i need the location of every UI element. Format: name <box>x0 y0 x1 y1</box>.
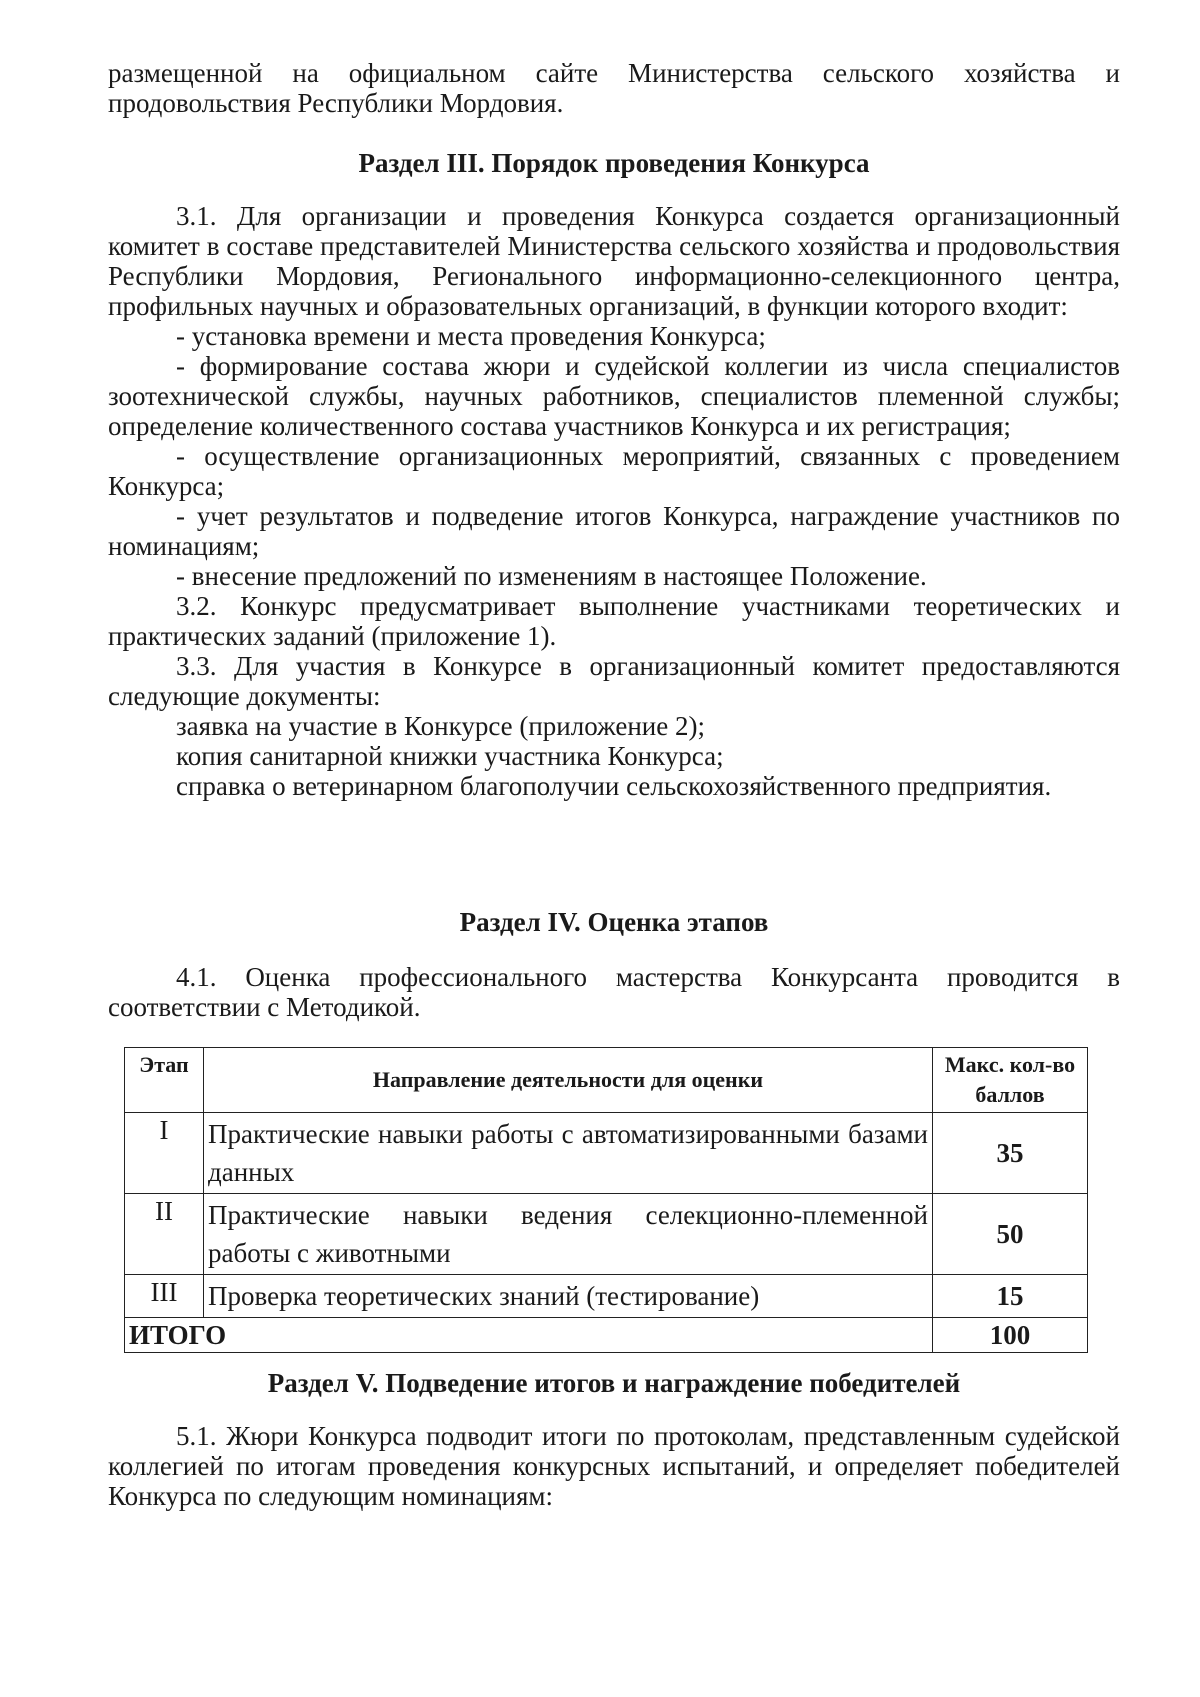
direction-cell: Практические навыки ведения селекционно-племенной работы с животными <box>204 1194 933 1275</box>
direction-cell: Проверка теоретических знаний (тестирование) <box>204 1275 933 1318</box>
table-row <box>125 1113 1088 1194</box>
section-5-body <box>108 1421 1120 1511</box>
list-item: - формирование состава жюри и судейской коллегии из числа специалистов зоотехнической службы, научных работников, специалистов племенной службы; определение количественного состава участников Конкурса и их регистрация; <box>108 351 1120 441</box>
stage-cell: I <box>125 1113 204 1194</box>
paragraph-3-2: 3.2. Конкурс предусматривает выполнение участниками теоретических и практических заданий (приложение 1). <box>108 591 1120 651</box>
stage-cell: III <box>125 1275 204 1318</box>
list-item: заявка на участие в Конкурсе (приложение 2); <box>176 711 705 741</box>
points-cell: 35 <box>933 1113 1088 1194</box>
list-item: справка о ветеринарном благополучии сельскохозяйственного предприятия. <box>176 771 1052 801</box>
paragraph-4-1: 4.1. Оценка профессионального мастерства Конкурсанта проводится в соответствии с Методикой. <box>108 962 1120 1022</box>
section-3-heading: Раздел III. Порядок проведения Конкурса <box>358 148 870 178</box>
direction-cell: Практические навыки работы с автоматизированными базами данных <box>204 1113 933 1194</box>
header-max-points: Макс. кол-во баллов <box>933 1048 1088 1113</box>
header-direction: Направление деятельности для оценки <box>204 1048 933 1113</box>
list-item: - осуществление организационных мероприятий, связанных с проведением Конкурса; <box>108 441 1120 501</box>
table-row <box>125 1275 1088 1318</box>
section-4-body <box>108 962 1120 1022</box>
intro-paragraph: размещенной на официальном сайте Министерства сельского хозяйства и продовольствия Республики Мордовия. <box>108 58 1120 118</box>
section-5-heading-block <box>108 1368 1120 1398</box>
points-cell: 50 <box>933 1194 1088 1275</box>
points-cell: 15 <box>933 1275 1088 1318</box>
table-header-row <box>125 1048 1088 1113</box>
list-item: - установка времени и места проведения Конкурса; <box>176 321 766 351</box>
stage-cell: II <box>125 1194 204 1275</box>
paragraph-3-1: 3.1. Для организации и проведения Конкурса создается организационный комитет в составе представителей Министерства сельского хозяйства и продовольствия Республики Мордовия, Регионального информационно-селекционного центра, профильных научных и образовательных организаций, в функции которого входит: <box>108 201 1120 321</box>
list-item: - внесение предложений по изменениям в настоящее Положение. <box>176 561 927 591</box>
section-5-heading: Раздел V. Подведение итогов и награждение победителей <box>267 1368 961 1398</box>
list-item: - учет результатов и подведение итогов Конкурса, награждение участников по номинациям; <box>108 501 1120 561</box>
paragraph-3-3: 3.3. Для участия в Конкурсе в организационный комитет предоставляются следующие документы: <box>108 651 1120 711</box>
section-4-heading: Раздел IV. Оценка этапов <box>459 907 769 937</box>
table-row <box>125 1194 1088 1275</box>
list-item: копия санитарной книжки участника Конкурса; <box>176 741 724 771</box>
intro-block <box>108 58 1120 118</box>
scores-table <box>124 1047 1088 1353</box>
section-3-body <box>108 201 1120 801</box>
section-4-heading-block <box>108 907 1120 937</box>
total-value: 100 <box>933 1318 1088 1353</box>
section-3-heading-block <box>108 148 1120 178</box>
header-stage: Этап <box>125 1048 204 1113</box>
table-total-row <box>125 1318 1088 1353</box>
total-label: ИТОГО <box>125 1318 933 1353</box>
paragraph-5-1: 5.1. Жюри Конкурса подводит итоги по протоколам, представленным судейской коллегией по итогам проведения конкурсных испытаний, и определяет победителей Конкурса по следующим номинациям: <box>108 1421 1120 1511</box>
